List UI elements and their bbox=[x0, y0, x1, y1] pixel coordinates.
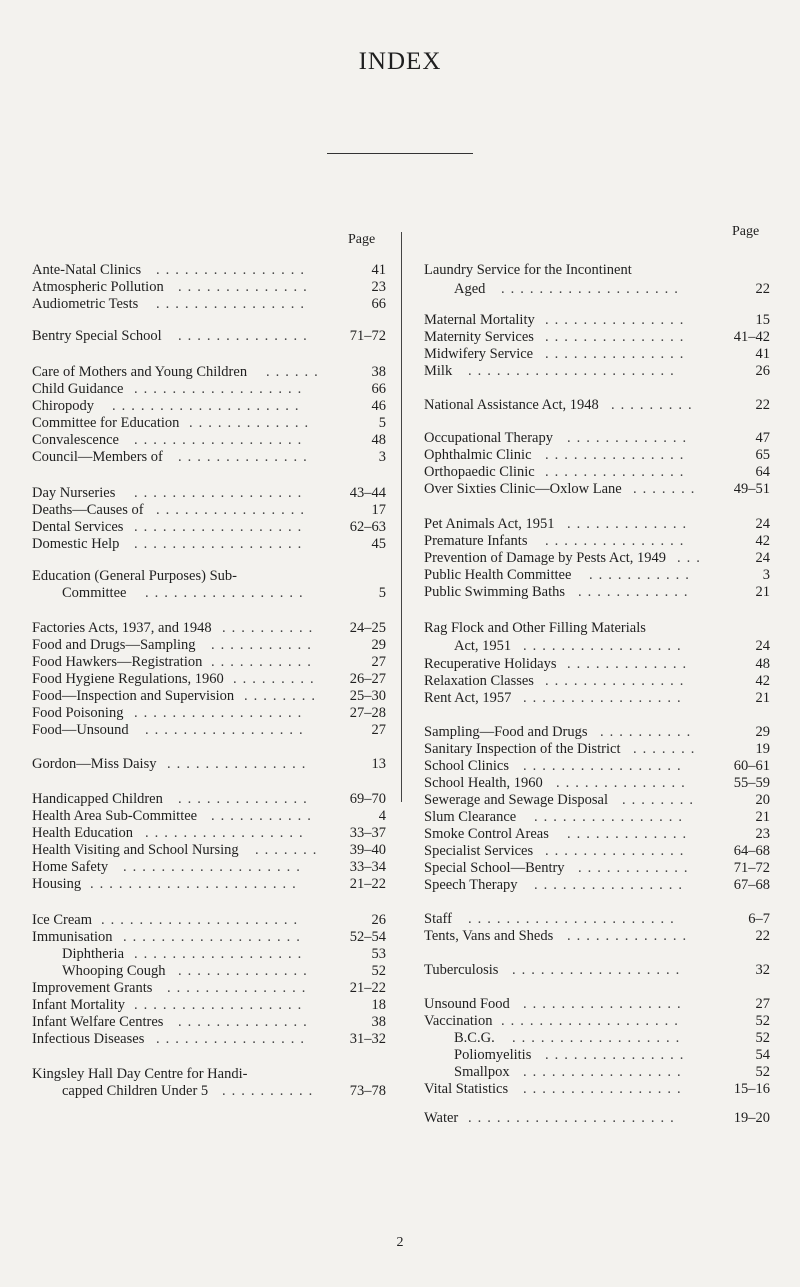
entry-page: 15 bbox=[755, 312, 770, 328]
dot-leader: ............... bbox=[545, 329, 690, 345]
dot-leader: ............... bbox=[545, 312, 690, 328]
entry-page: 43–44 bbox=[349, 485, 386, 501]
entry-page: 45 bbox=[371, 536, 386, 552]
entry-text: Deaths—Causes of bbox=[32, 502, 144, 518]
entry-page: 46 bbox=[371, 398, 386, 414]
entry-page: 19 bbox=[755, 741, 770, 757]
entry-page: 26 bbox=[755, 363, 770, 379]
dot-leader: ................. bbox=[145, 585, 309, 601]
entry-text: Poliomyelitis bbox=[454, 1047, 532, 1063]
entry-text: Infectious Diseases bbox=[32, 1031, 145, 1047]
entry-text: Committee for Education bbox=[32, 415, 180, 431]
dot-leader: ........... bbox=[211, 808, 317, 824]
dot-leader: ...................... bbox=[468, 363, 680, 379]
entry-page: 71–72 bbox=[349, 328, 386, 344]
dot-leader: ... bbox=[677, 550, 706, 566]
dot-leader: ........ bbox=[622, 792, 699, 808]
entry-text: Day Nurseries bbox=[32, 485, 116, 501]
entry-page: 27–28 bbox=[349, 705, 386, 721]
entry-text: Recuperative Holidays bbox=[424, 656, 557, 672]
entry-page: 73–78 bbox=[349, 1083, 386, 1099]
entry-page: 41 bbox=[371, 262, 386, 278]
entry-text: Audiometric Tests bbox=[32, 296, 139, 312]
entry-page: 23 bbox=[371, 279, 386, 295]
entry-page: 38 bbox=[371, 364, 386, 380]
dot-leader: ............ bbox=[578, 584, 694, 600]
entry-text: School Health, 1960 bbox=[424, 775, 543, 791]
dot-leader: .................. bbox=[134, 485, 308, 501]
dot-leader: ................... bbox=[123, 859, 306, 875]
entry-page: 62–63 bbox=[349, 519, 386, 535]
entry-page: 19–20 bbox=[733, 1110, 770, 1126]
entry-text: Bentry Special School bbox=[32, 328, 162, 344]
entry-text: Food Hygiene Regulations, 1960 bbox=[32, 671, 224, 687]
entry-text: Smoke Control Areas bbox=[424, 826, 549, 842]
entry-page: 5 bbox=[378, 415, 386, 431]
entry-text: Food Hawkers—Registration bbox=[32, 654, 203, 670]
entry-page: 6–7 bbox=[748, 911, 770, 927]
entry-text: Staff bbox=[424, 911, 452, 927]
entry-text: School Clinics bbox=[424, 758, 509, 774]
dot-leader: .................. bbox=[512, 962, 686, 978]
entry-page: 22 bbox=[755, 397, 770, 413]
entry-page: 64–68 bbox=[733, 843, 770, 859]
dot-leader: .................... bbox=[112, 398, 305, 414]
entry-page: 32 bbox=[755, 962, 770, 978]
entry-page: 3 bbox=[762, 567, 770, 583]
dot-leader: ................ bbox=[156, 296, 310, 312]
entry-page: 33–34 bbox=[349, 859, 386, 875]
entry-text: Health Visiting and School Nursing bbox=[32, 842, 239, 858]
dot-leader: ........... bbox=[211, 637, 317, 653]
dot-leader: .......... bbox=[222, 1083, 319, 1099]
dot-leader: .................. bbox=[134, 381, 308, 397]
dot-leader: ................... bbox=[123, 929, 306, 945]
dot-leader: ............... bbox=[167, 756, 312, 772]
entry-page: 65 bbox=[755, 447, 770, 463]
dot-leader: ................. bbox=[523, 1081, 687, 1097]
entry-page: 52 bbox=[371, 963, 386, 979]
entry-text: Health Education bbox=[32, 825, 134, 841]
entry-text: Smallpox bbox=[454, 1064, 510, 1080]
entry-page: 23 bbox=[755, 826, 770, 842]
dot-leader: .................. bbox=[134, 432, 308, 448]
entry-text: Kingsley Hall Day Centre for Handi- bbox=[32, 1066, 248, 1082]
entry-page: 53 bbox=[371, 946, 386, 962]
entry-page: 33–37 bbox=[349, 825, 386, 841]
entry-page: 25–30 bbox=[349, 688, 386, 704]
dot-leader: .................. bbox=[134, 705, 308, 721]
dot-leader: .............. bbox=[178, 449, 313, 465]
entry-page: 29 bbox=[371, 637, 386, 653]
column-divider bbox=[401, 232, 402, 802]
entry-page: 21 bbox=[755, 584, 770, 600]
dot-leader: ............... bbox=[545, 673, 690, 689]
entry-text: Ophthalmic Clinic bbox=[424, 447, 532, 463]
entry-text: Food—Inspection and Supervision bbox=[32, 688, 235, 704]
entry-page: 38 bbox=[371, 1014, 386, 1030]
entry-text: Relaxation Classes bbox=[424, 673, 534, 689]
dot-leader: ................. bbox=[145, 722, 309, 738]
entry-text: Infant Mortality bbox=[32, 997, 126, 1013]
entry-page: 66 bbox=[371, 381, 386, 397]
dot-leader: ............... bbox=[545, 533, 690, 549]
entry-page: 39–40 bbox=[349, 842, 386, 858]
entry-text: Education (General Purposes) Sub- bbox=[32, 568, 237, 584]
dot-leader: ...................... bbox=[90, 876, 302, 892]
entry-text: Whooping Cough bbox=[62, 963, 166, 979]
entry-text: Tents, Vans and Sheds bbox=[424, 928, 554, 944]
entry-page: 48 bbox=[371, 432, 386, 448]
dot-leader: ............... bbox=[545, 843, 690, 859]
dot-leader: ............. bbox=[567, 656, 693, 672]
dot-leader: .................. bbox=[134, 946, 308, 962]
entry-text: Slum Clearance bbox=[424, 809, 517, 825]
dot-leader: ................. bbox=[523, 690, 687, 706]
entry-page: 55–59 bbox=[733, 775, 770, 791]
entry-text: Vital Statistics bbox=[424, 1081, 509, 1097]
entry-page: 24 bbox=[755, 550, 770, 566]
entry-text: Water bbox=[424, 1110, 459, 1126]
dot-leader: ................. bbox=[523, 638, 687, 654]
entry-text: Unsound Food bbox=[424, 996, 510, 1012]
dot-leader: ............... bbox=[167, 980, 312, 996]
entry-text: Laundry Service for the Incontinent bbox=[424, 262, 632, 278]
entry-text: Atmospheric Pollution bbox=[32, 279, 164, 295]
entry-text: National Assistance Act, 1948 bbox=[424, 397, 599, 413]
entry-text: Committee bbox=[62, 585, 127, 601]
entry-text: Infant Welfare Centres bbox=[32, 1014, 164, 1030]
entry-page: 67–68 bbox=[733, 877, 770, 893]
dot-leader: ....... bbox=[633, 741, 701, 757]
dot-leader: ........... bbox=[211, 654, 317, 670]
dot-leader: ............ bbox=[578, 860, 694, 876]
dot-leader: .............. bbox=[556, 775, 691, 791]
entry-text: Gordon—Miss Daisy bbox=[32, 756, 157, 772]
entry-text: B.C.G. bbox=[454, 1030, 495, 1046]
dot-leader: ................. bbox=[523, 1064, 687, 1080]
dot-leader: ......... bbox=[233, 671, 320, 687]
entry-page: 48 bbox=[755, 656, 770, 672]
entry-page: 27 bbox=[371, 722, 386, 738]
entry-page: 13 bbox=[371, 756, 386, 772]
dot-leader: ............... bbox=[545, 464, 690, 480]
entry-text: Home Safety bbox=[32, 859, 109, 875]
entry-text: Domestic Help bbox=[32, 536, 120, 552]
entry-text: Specialist Services bbox=[424, 843, 534, 859]
right-page-heading: Page bbox=[732, 224, 760, 239]
entry-text: Rent Act, 1957 bbox=[424, 690, 512, 706]
dot-leader: ................ bbox=[156, 502, 310, 518]
dot-leader: .................. bbox=[134, 997, 308, 1013]
dot-leader: ................ bbox=[534, 877, 688, 893]
entry-page: 27 bbox=[371, 654, 386, 670]
dot-leader: .............. bbox=[178, 791, 313, 807]
entry-text: Child Guidance bbox=[32, 381, 124, 397]
entry-text: Rag Flock and Other Filling Materials bbox=[424, 620, 646, 636]
entry-text: Public Health Committee bbox=[424, 567, 572, 583]
entry-text: Diphtheria bbox=[62, 946, 125, 962]
dot-leader: ..................... bbox=[101, 912, 304, 928]
entry-page: 21–22 bbox=[349, 876, 386, 892]
entry-page: 26 bbox=[371, 912, 386, 928]
dot-leader: ...................... bbox=[468, 911, 680, 927]
dot-leader: ................. bbox=[145, 825, 309, 841]
entry-text: Premature Infants bbox=[424, 533, 528, 549]
entry-text: Aged bbox=[454, 281, 486, 297]
entry-text: Improvement Grants bbox=[32, 980, 153, 996]
dot-leader: .................. bbox=[134, 519, 308, 535]
entry-text: Public Swimming Baths bbox=[424, 584, 565, 600]
dot-leader: .......... bbox=[222, 620, 319, 636]
entry-page: 15–16 bbox=[733, 1081, 770, 1097]
dot-leader: ............. bbox=[567, 928, 693, 944]
entry-page: 22 bbox=[755, 928, 770, 944]
entry-page: 22 bbox=[755, 281, 770, 297]
dot-leader: .............. bbox=[178, 1014, 313, 1030]
entry-text: Sampling—Food and Drugs bbox=[424, 724, 588, 740]
dot-leader: .............. bbox=[178, 279, 313, 295]
entry-page: 69–70 bbox=[349, 791, 386, 807]
entry-text: Chiropody bbox=[32, 398, 95, 414]
entry-page: 20 bbox=[755, 792, 770, 808]
entry-text: Convalescence bbox=[32, 432, 119, 448]
entry-page: 21 bbox=[755, 809, 770, 825]
entry-page: 5 bbox=[378, 585, 386, 601]
entry-page: 18 bbox=[371, 997, 386, 1013]
dot-leader: .................. bbox=[512, 1030, 686, 1046]
entry-text: Tuberculosis bbox=[424, 962, 499, 978]
dot-leader: ................ bbox=[534, 809, 688, 825]
dot-leader: ............... bbox=[545, 346, 690, 362]
dot-leader: ............. bbox=[567, 516, 693, 532]
entry-text: Housing bbox=[32, 876, 82, 892]
dot-leader: ....... bbox=[633, 481, 701, 497]
dot-leader: ............. bbox=[567, 430, 693, 446]
entry-page: 21–22 bbox=[349, 980, 386, 996]
entry-page: 41–42 bbox=[733, 329, 770, 345]
dot-leader: ........ bbox=[244, 688, 321, 704]
entry-text: Food Poisoning bbox=[32, 705, 124, 721]
dot-leader: ............. bbox=[189, 415, 315, 431]
entry-text: Dental Services bbox=[32, 519, 124, 535]
dot-leader: ........... bbox=[589, 567, 695, 583]
entry-text: Sewerage and Sewage Disposal bbox=[424, 792, 609, 808]
entry-text: Factories Acts, 1937, and 1948 bbox=[32, 620, 212, 636]
dot-leader: ............. bbox=[567, 826, 693, 842]
entry-text: Food and Drugs—Sampling bbox=[32, 637, 196, 653]
entry-page: 52 bbox=[755, 1064, 770, 1080]
entry-text: Maternal Mortality bbox=[424, 312, 535, 328]
entry-page: 52 bbox=[755, 1030, 770, 1046]
dot-leader: .................. bbox=[134, 536, 308, 552]
entry-text: Ice Cream bbox=[32, 912, 92, 928]
dot-leader: ................... bbox=[501, 281, 684, 297]
entry-text: Care of Mothers and Young Children bbox=[32, 364, 248, 380]
entry-page: 71–72 bbox=[733, 860, 770, 876]
entry-page: 4 bbox=[378, 808, 386, 824]
dot-leader: ................. bbox=[523, 996, 687, 1012]
entry-page: 42 bbox=[755, 533, 770, 549]
entry-text: Food—Unsound bbox=[32, 722, 129, 738]
entry-page: 42 bbox=[755, 673, 770, 689]
left-page-heading: Page bbox=[348, 232, 376, 247]
entry-page: 41 bbox=[755, 346, 770, 362]
entry-text: Sanitary Inspection of the District bbox=[424, 741, 621, 757]
entry-page: 60–61 bbox=[733, 758, 770, 774]
entry-page: 24–25 bbox=[349, 620, 386, 636]
dot-leader: ...... bbox=[266, 364, 324, 380]
entry-page: 31–32 bbox=[349, 1031, 386, 1047]
entry-page: 24 bbox=[755, 638, 770, 654]
dot-leader: ....... bbox=[255, 842, 323, 858]
entry-page: 54 bbox=[755, 1047, 770, 1063]
entry-text: Immunisation bbox=[32, 929, 113, 945]
dot-leader: .............. bbox=[178, 963, 313, 979]
entry-text: Vaccination bbox=[424, 1013, 493, 1029]
entry-page: 26–27 bbox=[349, 671, 386, 687]
entry-page: 64 bbox=[755, 464, 770, 480]
entry-page: 47 bbox=[755, 430, 770, 446]
entry-text: capped Children Under 5 bbox=[62, 1083, 209, 1099]
dot-leader: ................... bbox=[501, 1013, 684, 1029]
dot-leader: ................ bbox=[156, 262, 310, 278]
entry-page: 24 bbox=[755, 516, 770, 532]
entry-page: 27 bbox=[755, 996, 770, 1012]
index-title: INDEX bbox=[358, 48, 442, 75]
dot-leader: ................ bbox=[156, 1031, 310, 1047]
entry-page: 52 bbox=[755, 1013, 770, 1029]
dot-leader: ................. bbox=[523, 758, 687, 774]
dot-leader: ............... bbox=[545, 447, 690, 463]
entry-page: 21 bbox=[755, 690, 770, 706]
entry-text: Maternity Services bbox=[424, 329, 534, 345]
page-number: 2 bbox=[396, 1235, 404, 1250]
entry-text: Occupational Therapy bbox=[424, 430, 553, 446]
entry-text: Health Area Sub-Committee bbox=[32, 808, 198, 824]
dot-leader: ............... bbox=[545, 1047, 690, 1063]
entry-page: 29 bbox=[755, 724, 770, 740]
entry-text: Handicapped Children bbox=[32, 791, 163, 807]
entry-page: 49–51 bbox=[733, 481, 770, 497]
entry-page: 3 bbox=[378, 449, 386, 465]
entry-page: 52–54 bbox=[349, 929, 386, 945]
entry-text: Midwifery Service bbox=[424, 346, 534, 362]
dot-leader: ......... bbox=[611, 397, 698, 413]
dot-leader: .............. bbox=[178, 328, 313, 344]
entry-text: Pet Animals Act, 1951 bbox=[424, 516, 555, 532]
entry-text: Prevention of Damage by Pests Act, 1949 bbox=[424, 550, 667, 566]
entry-text: Special School—Bentry bbox=[424, 860, 565, 876]
entry-text: Council—Members of bbox=[32, 449, 163, 465]
entry-text: Speech Therapy bbox=[424, 877, 518, 893]
dot-leader: ...................... bbox=[468, 1110, 680, 1126]
entry-text: Ante-Natal Clinics bbox=[32, 262, 142, 278]
entry-text: Over Sixties Clinic—Oxlow Lane bbox=[424, 481, 622, 497]
dot-leader: .......... bbox=[600, 724, 697, 740]
entry-text: Act, 1951 bbox=[454, 638, 512, 654]
title-rule bbox=[327, 153, 473, 154]
entry-text: Orthopaedic Clinic bbox=[424, 464, 535, 480]
entry-text: Milk bbox=[424, 363, 453, 379]
entry-page: 66 bbox=[371, 296, 386, 312]
entry-page: 17 bbox=[371, 502, 386, 518]
